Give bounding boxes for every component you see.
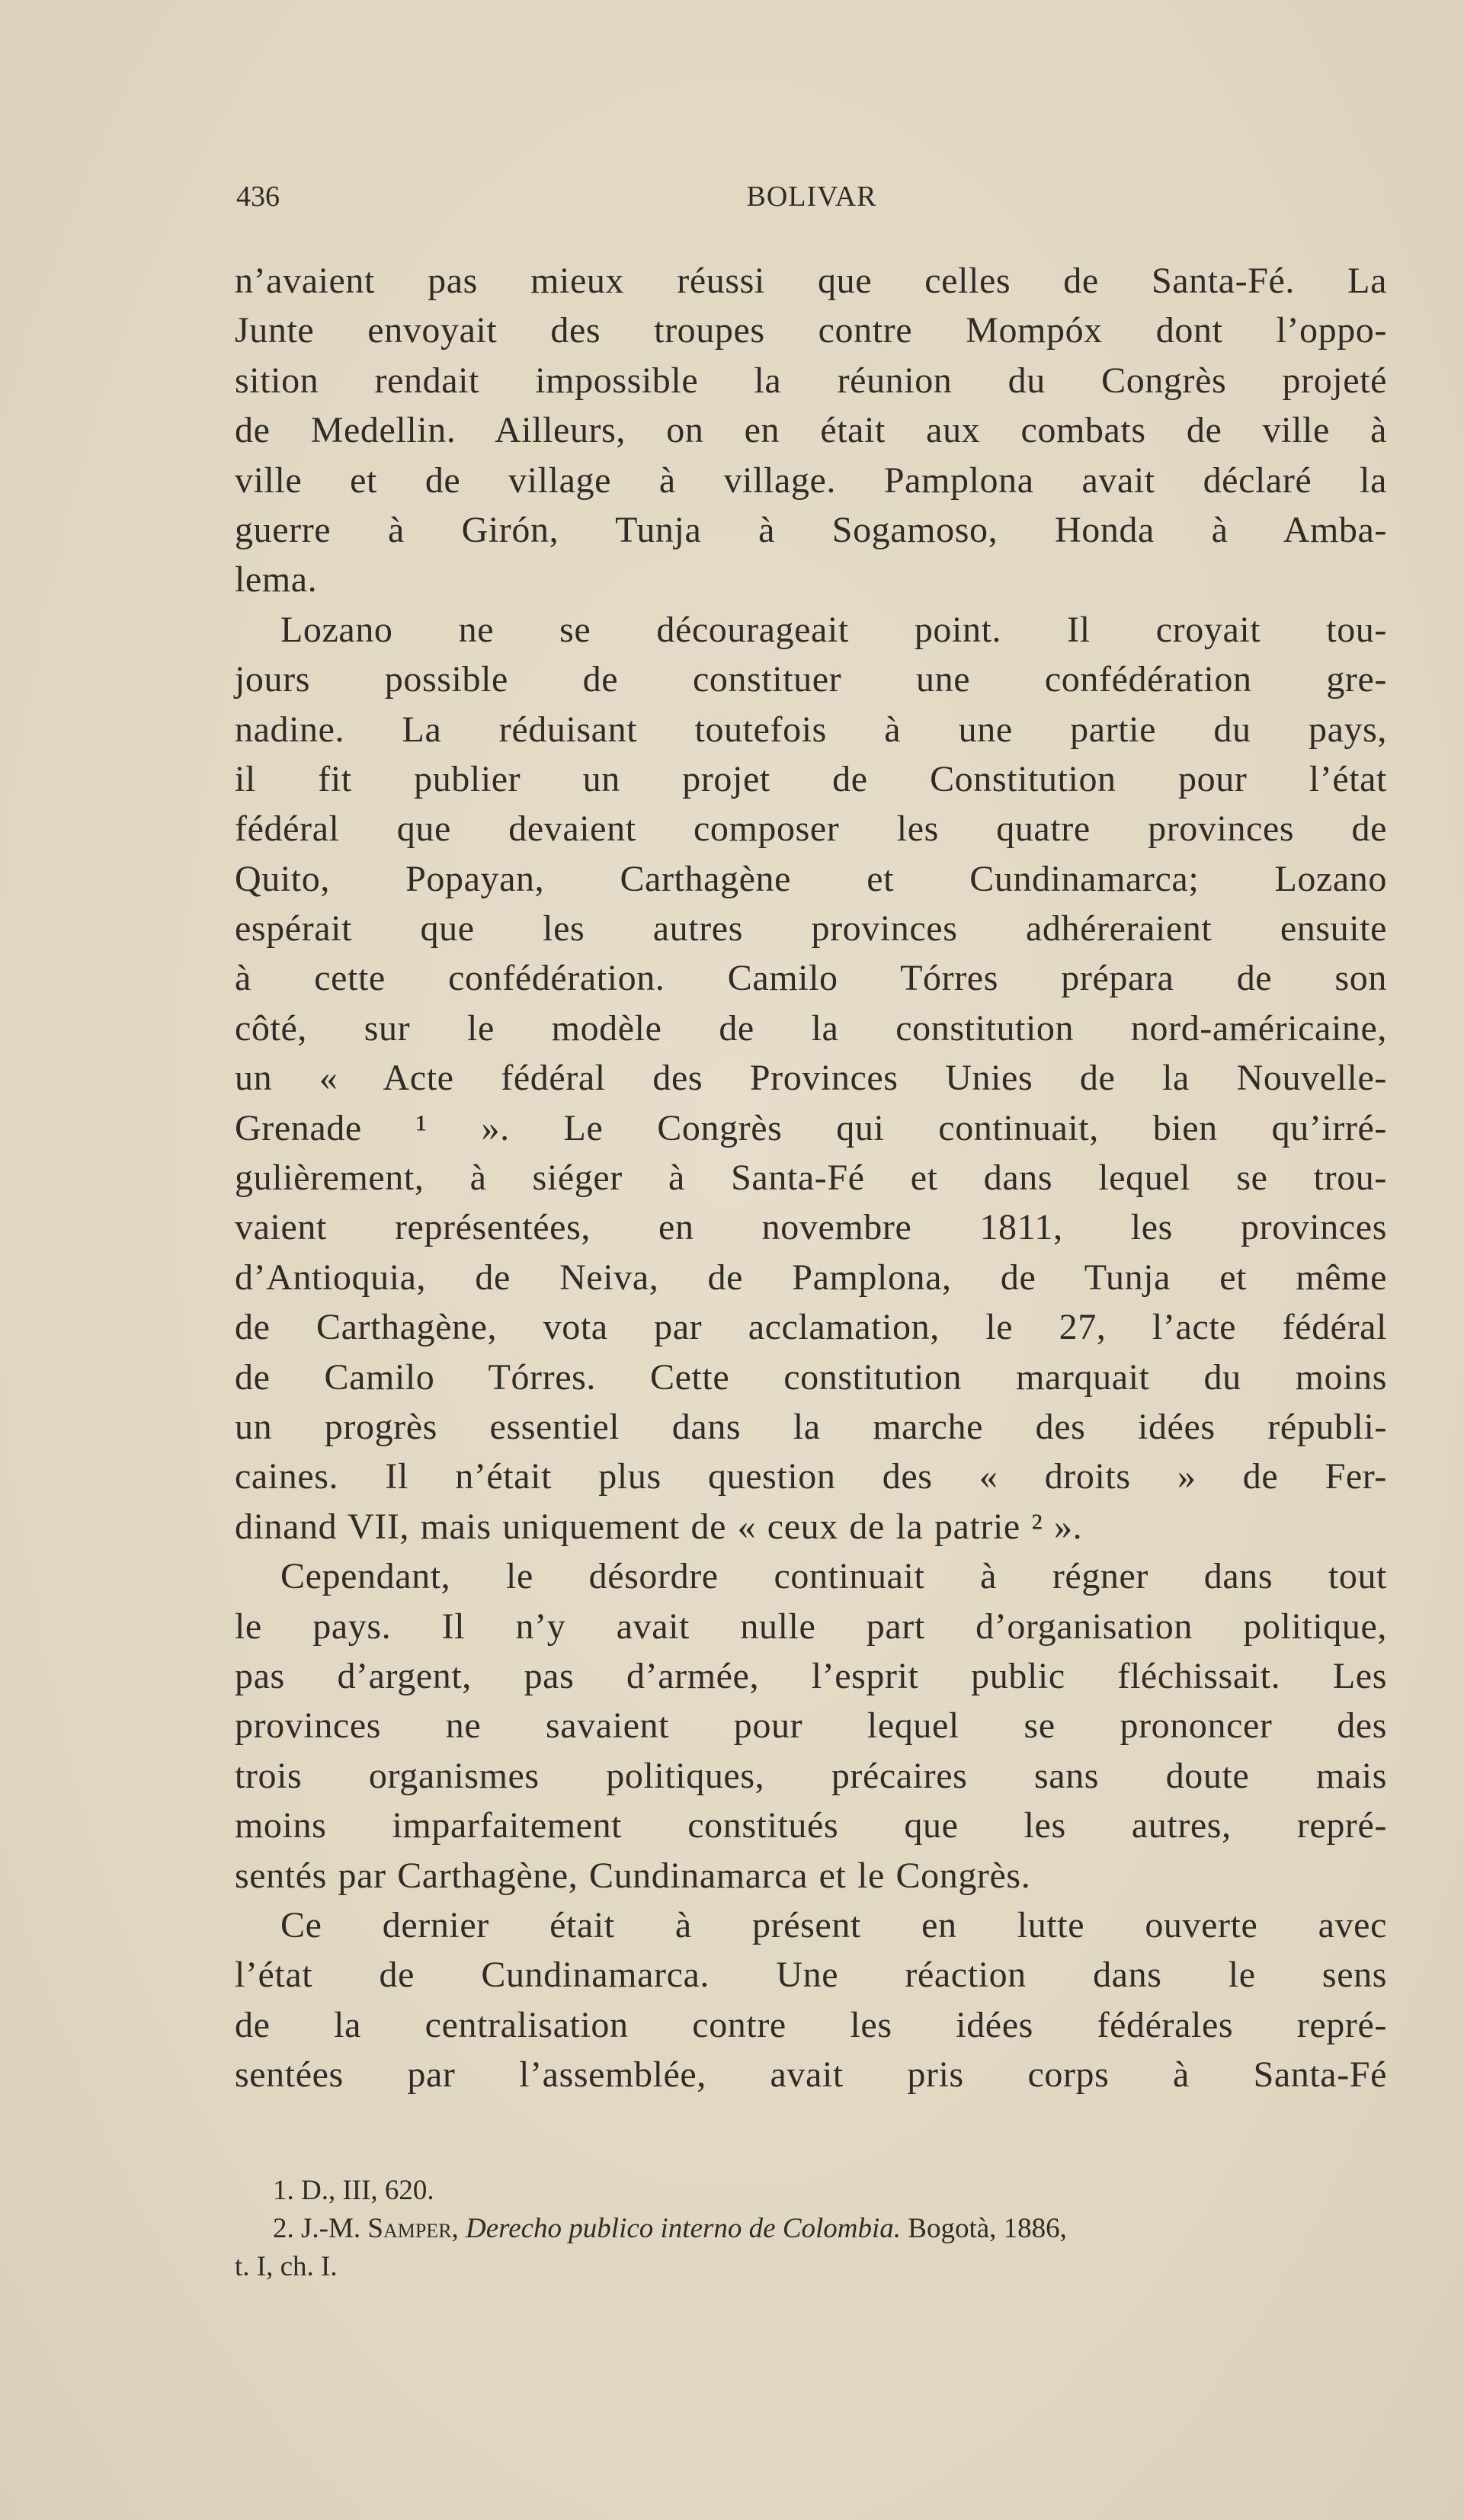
text-line: Quito, Popayan, Carthagène et Cundinamarca; Lozano xyxy=(235,858,1387,899)
text-line: espérait que les autres provinces adhéreraient ensuite xyxy=(235,908,1387,949)
text-line: Lozano ne se décourageait point. Il croyait tou- xyxy=(280,609,1387,650)
text-line: à cette confédération. Camilo Tórres prépara de son xyxy=(235,958,1387,999)
text-line: n’avaient pas mieux réussi que celles de Santa-Fé. La xyxy=(235,261,1387,301)
text-line: lema. xyxy=(235,559,318,600)
text-line: caines. Il n’était plus question des « droits » de Fer- xyxy=(235,1456,1387,1497)
text-line: nadine. La réduisant toutefois à une partie du pays, xyxy=(235,709,1387,750)
text-line: Grenade ¹ ». Le Congrès qui continuait, bien qu’irré- xyxy=(235,1107,1387,1148)
text-line: de Medellin. Ailleurs, on en était aux combats de ville à xyxy=(235,410,1387,451)
text-line: vaient représentées, en novembre 1811, les provinces xyxy=(235,1207,1387,1248)
text-line: guerre à Girón, Tunja à Sogamoso, Honda à Amba- xyxy=(235,509,1387,550)
text-line: dinand VII, mais uniquement de « ceux de la patrie ² ». xyxy=(235,1506,1083,1547)
text-line: moins imparfaitement constitués que les autres, repré- xyxy=(235,1805,1387,1846)
footnote-2-number: 2. J.-M. xyxy=(273,2213,368,2244)
text-line: d’Antioquia, de Neiva, de Pamplona, de Tunja et même xyxy=(235,1257,1387,1298)
text-line: l’état de Cundinamarca. Une réaction dans le sens xyxy=(235,1955,1387,1996)
text-line: un progrès essentiel dans la marche des idées républi- xyxy=(235,1406,1387,1447)
footnote-2-rest: Bogotà, 1886, xyxy=(901,2213,1067,2244)
footnote-2-sep: , xyxy=(451,2213,466,2244)
footnote-2 xyxy=(235,2210,1387,2248)
text-line: pas d’argent, pas d’armée, l’esprit public fléchissait. Les xyxy=(235,1655,1387,1696)
text-line: sentées par l’assemblée, avait pris corps à Santa-Fé xyxy=(235,2054,1387,2096)
footnote-2-title: Derecho publico interno de Colombia. xyxy=(466,2213,902,2244)
text-line: ville et de village à village. Pamplona avait déclaré la xyxy=(235,459,1387,501)
running-title: BOLIVAR xyxy=(746,181,877,213)
text-line: sentés par Carthagène, Cundinamarca et le Congrès. xyxy=(235,1855,1031,1896)
text-line: côté, sur le modèle de la constitution nord-américaine, xyxy=(235,1007,1387,1049)
text-line: le pays. Il n’y avait nulle part d’organisation politique, xyxy=(235,1606,1387,1647)
text-line: fédéral que devaient composer les quatre provinces de xyxy=(235,809,1387,850)
footnote-1: 1. D., III, 620. xyxy=(273,2175,434,2206)
footnote-2-continuation: t. I, ch. I. xyxy=(235,2251,338,2282)
text-line: un « Acte fédéral des Provinces Unies de la Nouvelle- xyxy=(235,1058,1387,1099)
footnotes xyxy=(235,2172,1387,2286)
text-line: sition rendait impossible la réunion du Congrès projeté xyxy=(235,360,1387,401)
text-line: Junte envoyait des troupes contre Mompóx dont l’oppo- xyxy=(235,310,1387,351)
running-head xyxy=(236,180,1387,226)
text-line: trois organismes politiques, précaires sans doute mais xyxy=(235,1755,1387,1796)
text-line: jours possible de constituer une confédération gre- xyxy=(235,659,1387,700)
footnote-2-author: Samper xyxy=(367,2213,452,2244)
text-line: Ce dernier était à présent en lutte ouverte avec xyxy=(280,1904,1387,1945)
text-line: il fit publier un projet de Constitution pour l’état xyxy=(235,758,1387,799)
text-line: provinces ne savaient pour lequel se prononcer des xyxy=(235,1705,1387,1747)
body-text xyxy=(235,256,1387,2099)
page-number: 436 xyxy=(236,181,280,213)
text-line: gulièrement, à siéger à Santa-Fé et dans lequel se trou- xyxy=(235,1158,1387,1199)
text-line: de la centralisation contre les idées fédérales repré- xyxy=(235,2004,1387,2045)
text-line: de Carthagène, vota par acclamation, le 27, l’acte fédéral xyxy=(235,1307,1387,1348)
text-line: Cependant, le désordre continuait à régner dans tout xyxy=(280,1556,1387,1597)
text-line: de Camilo Tórres. Cette constitution marquait du moins xyxy=(235,1356,1387,1398)
